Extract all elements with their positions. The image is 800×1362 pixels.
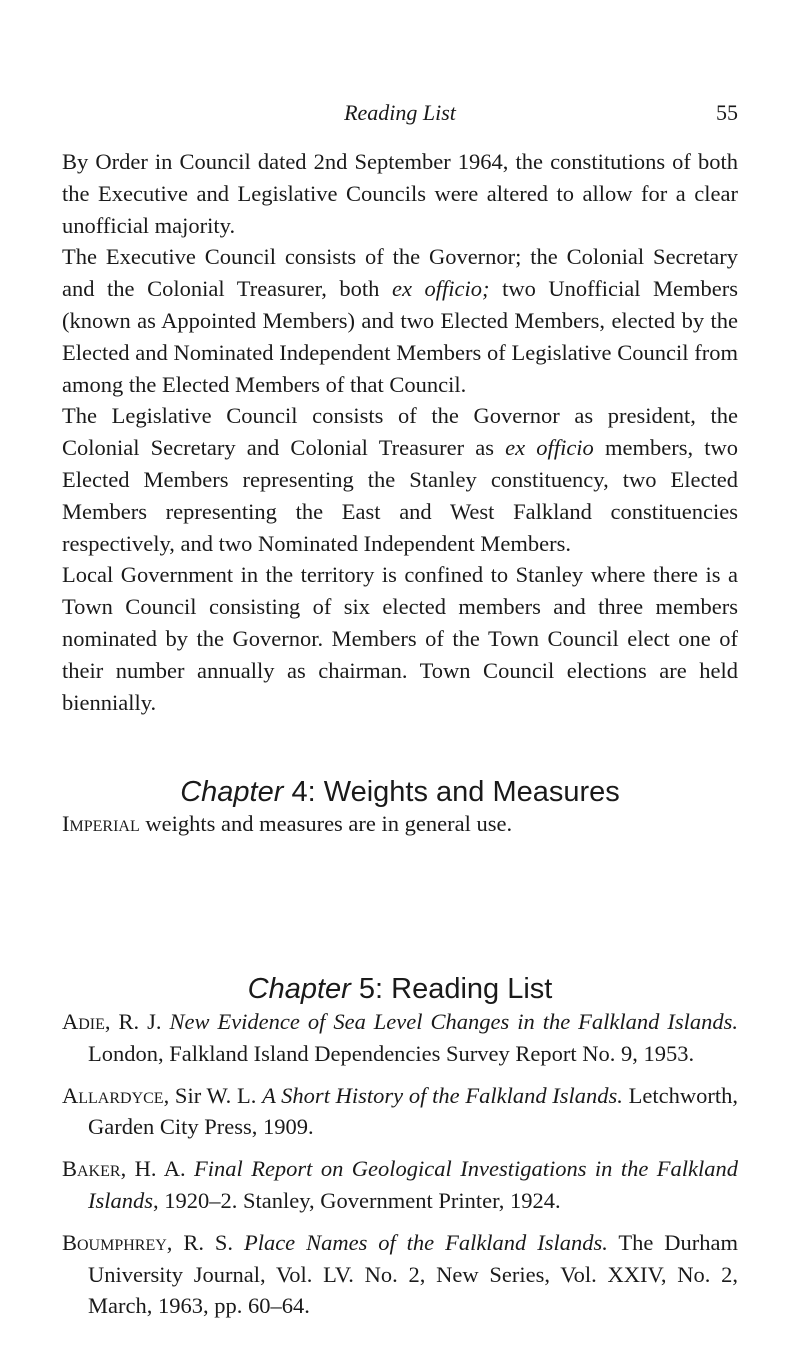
reference-entry: Boumphrey, R. S. Place Names of the Falkland Islands. The Durham University Journal, Vol. LV. No. 2, New Series, Vol. XXIV, No. 2, March, 1963, pp. 60–64. bbox=[62, 1229, 738, 1319]
running-head bbox=[62, 96, 738, 130]
chapter-4-heading: Chapter 4: Weights and Measures bbox=[180, 776, 620, 809]
paragraph-local-government: Local Government in the territory is confined to Stanley where there is a Town Council consisting of six elected members and three members nominated by the Governor. Members of the Town Council elect one of their number annually as chairman. Town Council elections are held biennially. bbox=[62, 562, 738, 715]
paragraph-order-in-council: By Order in Council dated 2nd September 1964, the constitutions of both the Executive and Legislative Councils were altered to allow for a clear unofficial majority. bbox=[62, 149, 738, 238]
page-number: 55 bbox=[716, 100, 738, 125]
paragraph-legislative-council: The Legislative Council consists of the Governor as president, the Colonial Secretary and Colonial Treasurer as ex officio members, two Elected Members representing the Stanley constituency, two Elected Members representing the East and West Falkland constituencies respectively, and two Nominated Independent Members. bbox=[62, 403, 738, 556]
paragraph-executive-council: The Executive Council consists of the Governor; the Colonial Secretary and the Colonial Treasurer, both ex officio; two Unofficial Members (known as Appointed Members) and two Elected Members, elected by the Elected and Nominated Independent Members of Legislative Council from among the Elected Members of that Council. bbox=[62, 244, 738, 397]
reading-list bbox=[62, 1006, 738, 1332]
constitution-text bbox=[62, 146, 738, 718]
reference-entry: Allardyce, Sir W. L. A Short History of the Falkland Islands. Letchworth, Garden City Press, 1909. bbox=[62, 1082, 738, 1140]
weights-measures-text: Imperial weights and measures are in general use. bbox=[62, 811, 513, 836]
chapter-5-heading: Chapter 5: Reading List bbox=[247, 973, 553, 1006]
reference-entry: Baker, H. A. Final Report on Geological Investigations in the Falkland Islands, 1920–2. Stanley, Government Printer, 1924. bbox=[62, 1156, 738, 1213]
running-title: Reading List bbox=[344, 100, 456, 125]
reference-entry: Adie, R. J. New Evidence of Sea Level Changes in the Falkland Islands. London, Falkland Island Dependencies Survey Report No. 9, 1953. bbox=[62, 1009, 738, 1066]
